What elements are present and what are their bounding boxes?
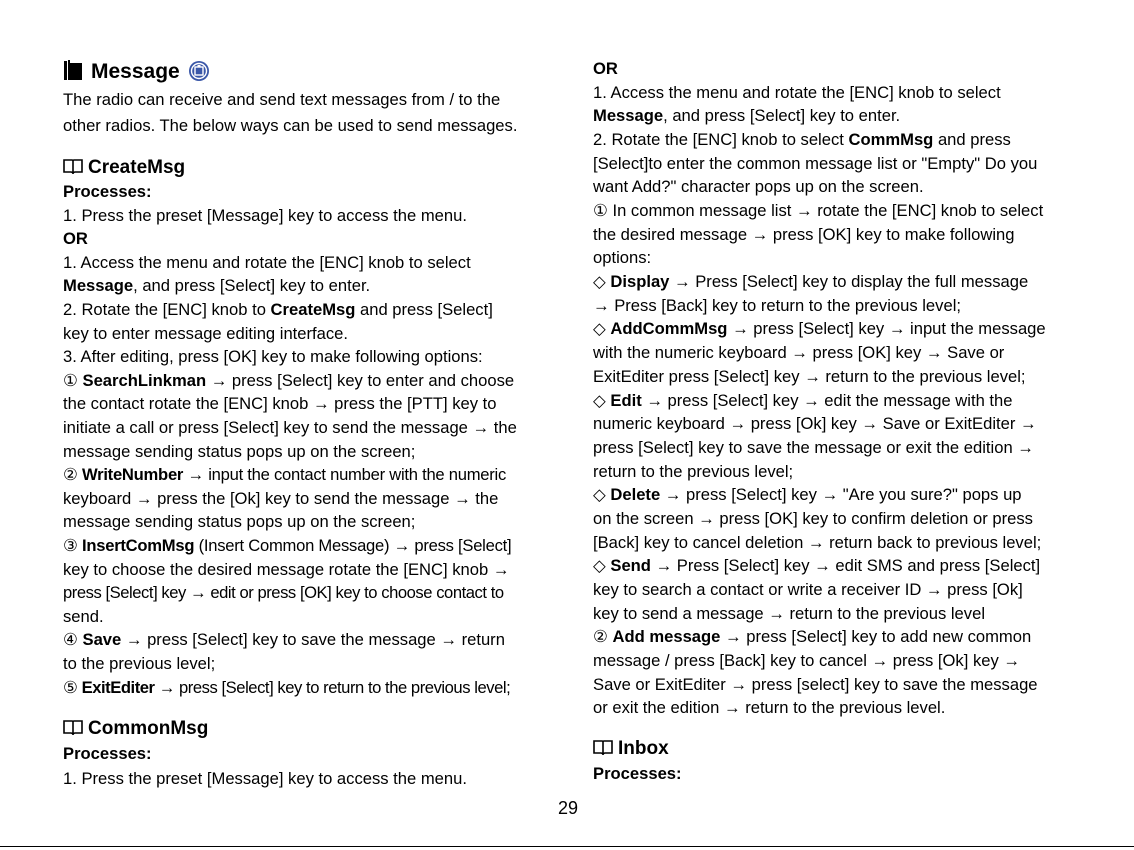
text-line (593, 295, 961, 317)
bold-term: CommMsg (848, 130, 934, 150)
text-run: 1. Access the menu and rotate the [ENC] knob to select (63, 252, 471, 272)
text-run: key to search a contact or write a receiver ID → press [Ok] (593, 579, 1023, 599)
text-run: 2. Rotate the [ENC] knob to (63, 300, 271, 319)
text-run: 1. Access the menu and rotate the [ENC] knob to select (593, 82, 1001, 102)
text-line (593, 390, 1012, 412)
text-run: the contact rotate the [ENC] knob → press the [PTT] key to (63, 394, 497, 414)
text-line (63, 535, 511, 557)
text-line (593, 105, 900, 127)
bold-term: OR (593, 59, 618, 78)
text-line (63, 743, 152, 765)
bold-term: Save (82, 630, 122, 650)
text-run: to the previous level; (63, 654, 216, 673)
text-run: and press [Select] (355, 300, 493, 319)
text-line (63, 417, 517, 439)
text-line (593, 579, 1023, 601)
text-line (593, 224, 1015, 246)
text-run: message sending status pops up on the screen; (63, 512, 416, 532)
text-line (63, 323, 348, 345)
text-run: numeric keyboard → press [Ok] key → Save or ExitEditer → (593, 414, 1037, 434)
bold-term: WriteNumber (82, 465, 184, 485)
text-run: ① In common message list → rotate the [ENC] knob to select (593, 201, 1044, 221)
text-run: ③ (63, 536, 82, 555)
commonmsg-heading-text: CommonMsg (88, 718, 209, 739)
text-run: ◇ (593, 556, 611, 576)
book-icon (63, 158, 83, 174)
text-run: ① (63, 370, 83, 390)
text-line (63, 181, 152, 203)
text-line (593, 484, 1022, 506)
text-run: key to choose the desired message rotate the [ENC] knob → (63, 559, 510, 579)
bold-term: InsertComMsg (82, 536, 195, 555)
message-title-text: Message (91, 60, 180, 83)
text-run: ◇ (593, 319, 611, 339)
text-line (593, 200, 1043, 222)
text-run: and press (933, 130, 1011, 150)
page-number: 29 (557, 798, 579, 818)
text-line (593, 437, 1034, 459)
commonmsg-heading (63, 716, 208, 742)
bold-term: OR (63, 229, 88, 249)
text-run: want Add?" character pops up on the screen. (593, 177, 924, 197)
bold-term: Send (610, 556, 651, 576)
text-run: initiate a call or press [Select] key to send the message → the (63, 418, 517, 437)
text-line (63, 559, 509, 581)
text-run: → press [Select] key → input the message (727, 319, 1046, 339)
text-line (63, 511, 415, 533)
text-line: other radios. The below ways can be used to send messages. (63, 115, 518, 135)
book-icon (63, 719, 83, 735)
bold-term: Processes: (593, 764, 682, 783)
text-line (593, 366, 1026, 388)
text-run: ◇ (593, 272, 611, 292)
text-run: → Press [Select] key → edit SMS and press [Select] (650, 556, 1041, 576)
bold-term: Add message (612, 627, 721, 647)
text-line (593, 555, 1040, 577)
radio-badge-icon (188, 60, 210, 89)
text-line (593, 650, 1020, 672)
text-line (63, 299, 493, 321)
text-run: ⑤ (63, 677, 82, 697)
text-run: ExitEditer press [Select] key → return to the previous level; (593, 366, 1026, 386)
text-line (63, 205, 467, 227)
text-line (593, 247, 651, 269)
text-run: → press [Select] key → edit the message with the (641, 390, 1013, 410)
text-line (593, 153, 1037, 175)
text-run: [Back] key to cancel deletion → return back to previous level; (593, 532, 1042, 552)
text-run: ◇ (593, 485, 611, 505)
text-line (63, 768, 467, 790)
text-line (63, 275, 370, 297)
bottom-rule (0, 846, 1134, 847)
text-run: (Insert Common Message) → press [Select] (194, 536, 512, 555)
text-line (593, 271, 1028, 293)
text-line (593, 129, 1011, 151)
text-run: → press [Select] key to return to the previous level; (154, 677, 511, 697)
text-line (63, 677, 510, 699)
text-run: press [Select] key to save the message or exit the edition → (593, 437, 1034, 457)
bold-term: Edit (610, 390, 642, 410)
text-run: on the screen → press [OK] key to confirm deletion or press (593, 508, 1033, 528)
bold-term: Message (63, 276, 134, 296)
text-line (593, 532, 1041, 554)
text-run: ◇ (593, 390, 611, 410)
createmsg-heading-text: CreateMsg (88, 157, 186, 178)
text-run: → press [Select] key → "Are you sure?" pops up (660, 485, 1022, 505)
text-run: 1. Press the preset [Message] key to access the menu. (63, 769, 467, 788)
text-run: → press [Select] key to save the message → return (121, 630, 505, 650)
text-line (63, 464, 506, 486)
text-line (593, 342, 1004, 364)
text-line (63, 606, 104, 628)
text-line (63, 370, 514, 392)
bold-term: ExitEditer (81, 677, 155, 697)
bold-term: Display (610, 272, 670, 292)
text-line (593, 176, 924, 198)
text-run: or exit the edition → return to the previous level. (593, 698, 946, 718)
text-run: Save or ExitEditer → press [select] key to save the message (593, 674, 1038, 694)
createmsg-heading (63, 155, 185, 181)
bold-term: AddCommMsg (610, 319, 728, 339)
book-icon (593, 739, 613, 755)
text-run: → input the contact number with the numeric (183, 465, 507, 485)
text-run: ④ (63, 630, 83, 650)
text-run: , and press [Select] key to enter. (133, 276, 371, 296)
text-line (63, 629, 505, 651)
text-line (593, 763, 682, 785)
text-line (63, 346, 483, 368)
bold-term: CreateMsg (270, 300, 356, 319)
text-run: message / press [Back] key to cancel → press [Ok] key → (593, 651, 1020, 670)
text-line (593, 674, 1038, 696)
text-run: press [Select] key → edit or press [OK] key to choose contact to (63, 583, 504, 603)
text-run: ② (63, 465, 82, 485)
text-line (593, 413, 1037, 435)
text-line (63, 441, 415, 463)
text-run: , and press [Select] key to enter. (663, 106, 901, 126)
text-line (63, 393, 496, 415)
text-line (63, 228, 88, 250)
text-run: → Press [Select] key to display the full message (669, 272, 1029, 292)
text-run: the desired message → press [OK] key to make following (593, 224, 1015, 244)
text-line: The radio can receive and send text messages from / to the (63, 90, 501, 109)
text-line (593, 626, 1031, 648)
text-line (593, 318, 1046, 340)
text-run: key to enter message editing interface. (63, 323, 349, 343)
text-run: → press [Select] key to enter and choose (206, 370, 515, 390)
text-run: return to the previous level; (593, 461, 794, 481)
text-line (63, 582, 504, 604)
text-line (593, 697, 945, 719)
text-line (593, 461, 793, 483)
message-section-title (63, 59, 210, 85)
text-run: [Select]to enter the common message list or "Empty" Do you (593, 153, 1038, 173)
text-run: → Press [Back] key to return to the previous level; (593, 295, 961, 315)
text-run: send. (63, 606, 104, 626)
text-line (63, 488, 498, 510)
text-run: 3. After editing, press [OK] key to make following options: (63, 347, 483, 367)
text-run: ② (593, 627, 613, 647)
inbox-heading (593, 736, 669, 762)
text-run: keyboard → press the [Ok] key to send the message → the (63, 488, 499, 508)
bold-term: Message (593, 106, 664, 126)
text-run: message sending status pops up on the screen; (63, 441, 416, 461)
bold-term: Processes: (63, 182, 152, 201)
text-line (593, 82, 1001, 104)
inbox-heading-text: Inbox (618, 738, 669, 759)
document-icon (63, 59, 83, 88)
text-run: options: (593, 248, 652, 268)
text-line (593, 508, 1033, 530)
text-run: key to send a message → return to the previous level (593, 603, 986, 623)
text-line (63, 653, 215, 675)
text-line (593, 603, 985, 625)
bold-term: SearchLinkman (82, 370, 207, 390)
text-run: → press [Select] key to add new common (720, 627, 1032, 647)
text-line (593, 58, 618, 80)
text-run: 1. Press the preset [Message] key to access the menu. (63, 205, 467, 225)
text-run: with the numeric keyboard → press [OK] key → Save or (593, 343, 1005, 363)
bold-term: Processes: (63, 744, 152, 763)
bold-term: Delete (610, 485, 661, 505)
text-line (63, 252, 471, 274)
text-run: 2. Rotate the [ENC] knob to select (593, 130, 849, 150)
